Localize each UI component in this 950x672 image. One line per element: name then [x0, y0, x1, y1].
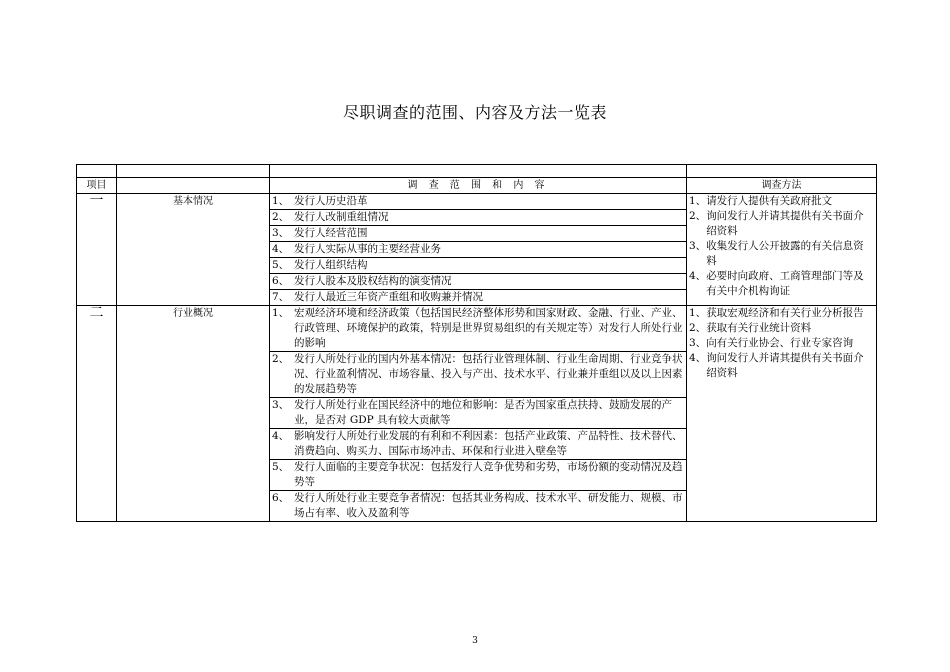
header-method: 调查方法: [687, 178, 877, 194]
item-text: 发行人所处行业的国内外基本情况：包括行业管理体制、行业生命周期、行业竞争状况、行业盈利情况、市场容量、投入与产出、技术水平、行业兼并重组以及以上因素的发展趋势等: [294, 353, 683, 395]
item-text: 发行人面临的主要竞争状况：包括发行人竞争优势和劣势，市场份额的变动情况及趋势等: [294, 461, 683, 488]
section-1-row-1: [77, 194, 877, 210]
method-item: 1、 获取宏观经济和有关行业分析报告: [689, 307, 864, 319]
method-item: 1、 请发行人提供有关政府批文: [689, 195, 833, 207]
header-category: [117, 178, 270, 194]
item-index: 4、: [272, 430, 290, 442]
section-category: 基本情况: [117, 194, 270, 306]
method-item: 4、 询问发行人并请其提供有关书面介绍资料: [689, 352, 864, 379]
header-row: [77, 178, 877, 194]
scope-item: [270, 491, 687, 522]
method-list: [689, 194, 874, 299]
method-item: 4、 必要时向政府、工商管理部门等及有关中介机构询证: [689, 270, 864, 297]
item-text: 发行人改制重组情况: [294, 211, 389, 223]
page-number: 3: [472, 636, 478, 646]
scope-item: [270, 194, 687, 210]
section-category: 行业概况: [117, 306, 270, 522]
scope-item: [270, 242, 687, 258]
item-index: 7、: [272, 291, 290, 303]
scope-item: [270, 258, 687, 274]
survey-table: [76, 164, 877, 522]
item-text: 发行人经营范围: [294, 227, 368, 239]
item-index: 1、: [272, 307, 290, 319]
method-item: 2、 询问发行人并请其提供有关书面介绍资料: [689, 210, 864, 237]
header-project: 项目: [77, 178, 117, 194]
item-index: 2、: [272, 353, 290, 365]
header-content: 调 查 范 围 和 内 容: [270, 178, 687, 194]
method-item: 2、 获取有关行业统计资料: [689, 322, 812, 334]
method-item: 3、 向有关行业协会、行业专家咨询: [689, 337, 854, 349]
item-index: 5、: [272, 259, 290, 271]
scope-item: [270, 352, 687, 398]
scope-item: [270, 274, 687, 290]
scope-item: [270, 460, 687, 491]
method-list: [689, 306, 874, 381]
item-index: 6、: [272, 492, 290, 504]
scope-item: [270, 398, 687, 429]
item-text: 发行人组织结构: [294, 259, 368, 271]
item-text: 发行人所处行业在国民经济中的地位和影响：是否为国家重点扶持、鼓励发展的产业，是否对 GDP 具有较大贡献等: [294, 399, 672, 426]
item-index: 2、: [272, 211, 290, 223]
page-title: 尽职调查的范围、内容及方法一览表: [342, 103, 607, 122]
item-index: 6、: [272, 275, 290, 287]
scope-item: [270, 429, 687, 460]
scope-item: [270, 226, 687, 242]
section-2-row-1: [77, 306, 877, 352]
item-text: 发行人实际从事的主要经营业务: [294, 243, 441, 255]
item-text: 宏观经济环境和经济政策（包括国民经济整体形势和国家财政、金融、行业、产业、行政管理、环境保护的政策，特别是世界贸易组织的有关规定等）对发行人所处行业的影响: [294, 307, 683, 349]
item-text: 发行人所处行业主要竞争者情况：包括其业务构成、技术水平、研发能力、规模、市场占有率、收入及盈利等: [294, 492, 683, 519]
item-text: 发行人最近三年资产重组和收购兼并情况: [294, 291, 483, 303]
item-index: 3、: [272, 227, 290, 239]
scope-item: [270, 306, 687, 352]
section-number: 一: [77, 194, 117, 306]
scope-item: [270, 290, 687, 306]
item-index: 4、: [272, 243, 290, 255]
item-text: 发行人股本及股权结构的演变情况: [294, 275, 452, 287]
item-text: 影响发行人所处行业发展的有利和不利因素：包括产业政策、产品特性、技术替代、消费趋向、购买力、国际市场冲击、环保和行业进入壁垒等: [294, 430, 683, 457]
section-number: 二: [77, 306, 117, 522]
item-index: 1、: [272, 195, 290, 207]
item-index: 5、: [272, 461, 290, 473]
method-item: 3、 收集发行人公开披露的有关信息资料: [689, 240, 864, 267]
scope-item: [270, 210, 687, 226]
method-cell: [687, 306, 877, 522]
method-cell: [687, 194, 877, 306]
item-text: 发行人历史沿革: [294, 195, 368, 207]
header-spacer-row: [77, 165, 877, 178]
item-index: 3、: [272, 399, 290, 411]
